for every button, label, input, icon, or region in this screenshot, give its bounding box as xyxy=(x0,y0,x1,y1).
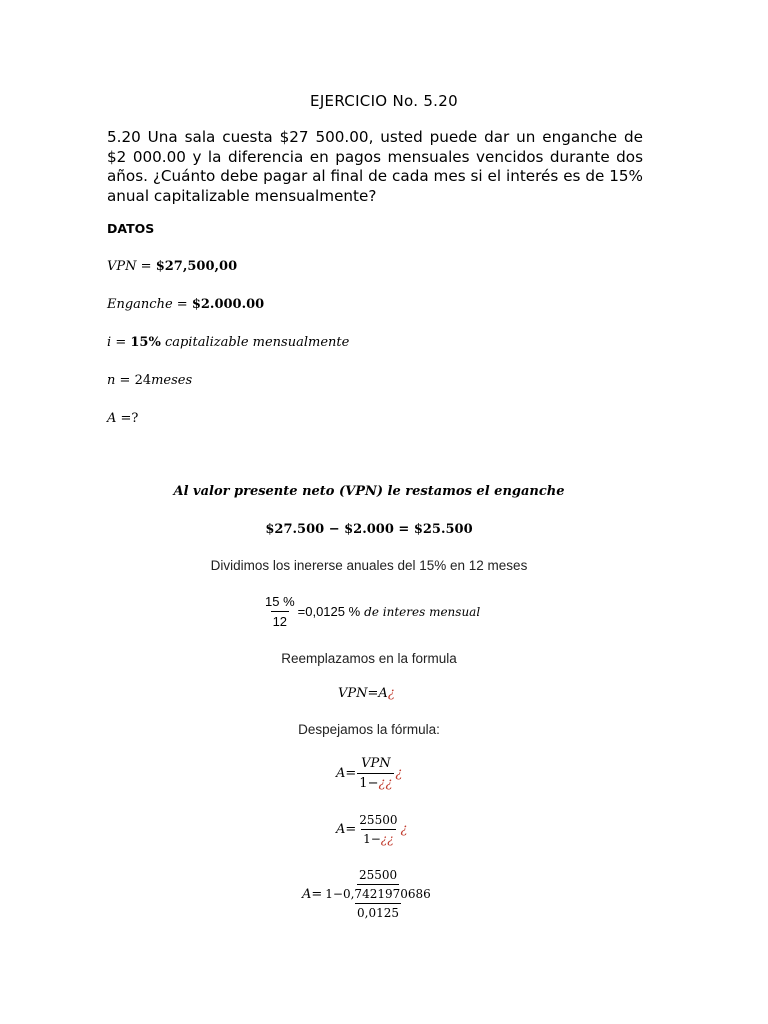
formula3-eq: = xyxy=(345,822,357,837)
rate-denominator: 12 xyxy=(271,611,289,629)
n-var: n xyxy=(107,373,116,388)
formula2-denominator xyxy=(357,773,394,791)
formula1-rhs: A xyxy=(378,686,388,701)
formula2-glyph: ¿ xyxy=(395,766,403,781)
vpn-eq: = xyxy=(140,259,152,274)
vpn-value: $27,500,00 xyxy=(155,259,238,274)
divide-text: Dividimos los inererse anuales del 15% en 12 meses xyxy=(210,558,528,573)
n-eq: = xyxy=(119,373,131,388)
formula4-top: 25500 xyxy=(357,868,399,885)
formula2-fraction xyxy=(357,756,394,791)
rate-numerator: 15 % xyxy=(265,594,295,609)
exercise-title: EJERCICIO No. 5.20 xyxy=(310,92,458,110)
interes-var: i xyxy=(107,335,112,350)
rate-formula xyxy=(262,594,480,629)
rate-result: =0,0125 % xyxy=(297,604,361,619)
enganche-eq: = xyxy=(176,297,188,312)
formula4-eq: = xyxy=(311,886,323,902)
enganche-var: Enganche xyxy=(107,297,173,312)
subtraction-line: $27.500 − $2.000 = $25.500 xyxy=(265,522,473,537)
interes-eq: = xyxy=(115,335,127,350)
formula3-den-a: 1− xyxy=(363,832,381,846)
rate-suffix: de interes mensual xyxy=(364,604,481,619)
enganche-value: $2.000.00 xyxy=(191,297,265,312)
formula4-lhs: A xyxy=(302,886,312,902)
datos-enganche xyxy=(107,297,264,312)
datos-heading: DATOS xyxy=(107,221,155,236)
despeje-text: Despejamos la fórmula: xyxy=(298,722,440,737)
formula4-bottom: 0,0125 xyxy=(355,903,401,920)
datos-vpn xyxy=(107,259,237,274)
datos-interes xyxy=(107,335,349,350)
a-eq: =? xyxy=(120,411,139,426)
interes-rest: capitalizable mensualmente xyxy=(164,335,350,350)
formula3-glyph: ¿ xyxy=(400,822,408,837)
formula-1 xyxy=(338,686,395,701)
datos-n xyxy=(107,373,192,388)
solution-heading: Al valor presente neto (VPN) le restamos el enganche xyxy=(173,484,565,499)
rate-fraction xyxy=(263,594,297,629)
formula4-fraction xyxy=(323,868,433,920)
formula3-lhs: A xyxy=(336,822,346,837)
interes-value: 15% xyxy=(130,335,161,350)
formula-4 xyxy=(302,868,434,920)
formula4-mid: 1−0,7421970686 xyxy=(325,887,431,901)
formula3-fraction xyxy=(357,813,399,846)
a-var: A xyxy=(107,411,117,426)
formula1-eq: = xyxy=(367,686,379,701)
formula2-eq: = xyxy=(345,766,357,781)
n-value: 24 xyxy=(134,373,152,388)
formula2-numerator: VPN xyxy=(361,756,391,771)
formula-2 xyxy=(336,756,402,791)
datos-a xyxy=(107,411,138,426)
formula-3 xyxy=(336,813,407,846)
formula3-den-b: ¿¿ xyxy=(380,832,394,846)
replace-text: Reemplazamos en la formula xyxy=(281,651,457,666)
vpn-var: VPN xyxy=(107,259,137,274)
n-rest: meses xyxy=(151,373,193,388)
formula2-den-a: 1− xyxy=(359,776,379,791)
formula1-lhs: VPN xyxy=(338,686,368,701)
formula1-glyph: ¿ xyxy=(387,686,395,701)
problem-statement: 5.20 Una sala cuesta $27 500.00, usted puede dar un enganche de $2 000.00 y la diferencia en pagos mensuales vencidos durante dos años. ¿Cuánto debe pagar al final de cada mes si el interés es de 15% anual capitalizable mensualmente? xyxy=(107,128,643,205)
formula2-den-b: ¿¿ xyxy=(378,776,393,791)
formula3-numerator: 25500 xyxy=(359,813,398,827)
formula3-denominator xyxy=(361,829,396,846)
formula2-lhs: A xyxy=(336,766,346,781)
